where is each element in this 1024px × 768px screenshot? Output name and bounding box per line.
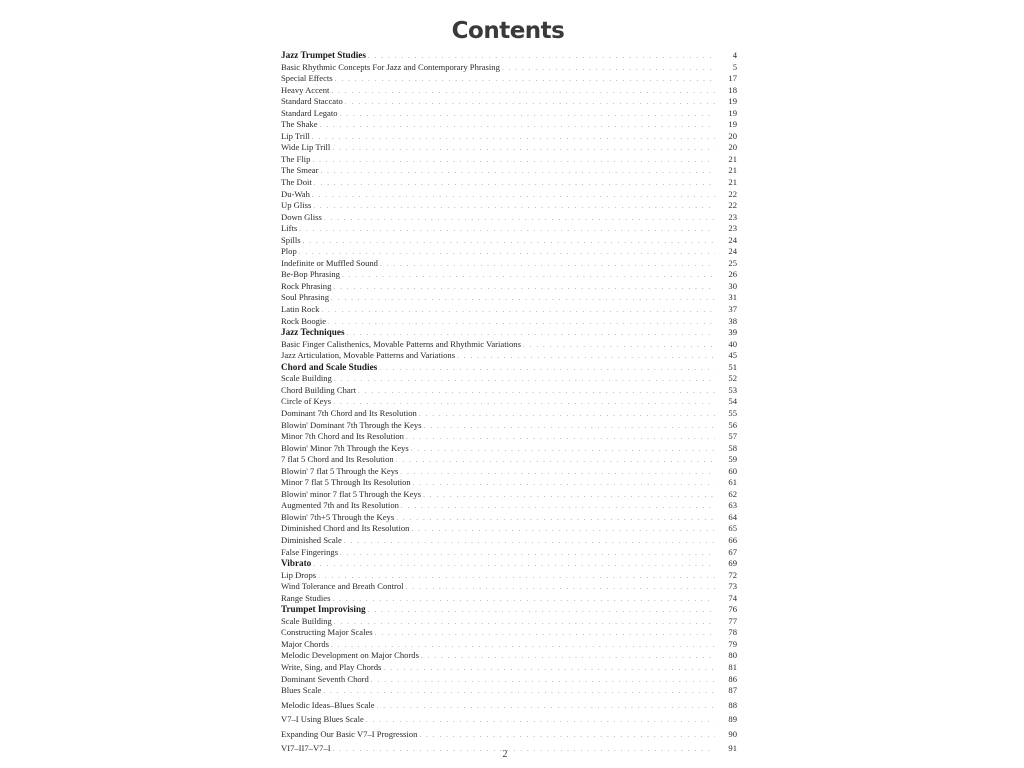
toc-entry-page: 26 <box>728 269 737 280</box>
toc-entry-page: 40 <box>728 338 737 349</box>
toc-entry-page: 62 <box>728 488 737 499</box>
toc-entry-label: Standard Staccato <box>281 96 343 107</box>
toc-section-heading <box>281 362 737 374</box>
toc-entry-label: Scale Building <box>281 615 332 626</box>
toc-entry-label: Up Gliss <box>281 200 312 211</box>
dot-leader <box>312 132 715 143</box>
toc-entry <box>281 523 737 535</box>
toc-entry-label: Heavy Accent <box>281 84 330 95</box>
toc-entry-page: 17 <box>728 73 737 84</box>
dot-leader <box>371 675 715 686</box>
toc-entry <box>281 729 737 741</box>
toc-entry-page: 21 <box>728 177 737 188</box>
toc-entry-page: 78 <box>728 627 737 638</box>
toc-entry-label: V7–I Using Blues Scale <box>281 714 364 725</box>
dot-leader <box>323 686 715 697</box>
toc-entry <box>281 674 737 686</box>
dot-leader <box>324 213 715 224</box>
toc-entry <box>281 512 737 524</box>
toc-entry <box>281 662 737 674</box>
dot-leader <box>318 571 715 582</box>
toc-entry <box>281 281 737 293</box>
toc-entry <box>281 177 737 189</box>
toc-entry-label: Standard Legato <box>281 107 338 118</box>
toc-entry-page: 79 <box>728 638 737 649</box>
toc-entry-page: 24 <box>728 246 737 257</box>
toc-entry-label: Jazz Articulation, Movable Patterns and Variations <box>281 350 456 361</box>
toc-entry-page: 55 <box>728 407 737 418</box>
toc-entry-label: Vibrato <box>281 558 312 569</box>
toc-entry-label: The Smear <box>281 165 319 176</box>
toc-entry-page: 77 <box>728 615 737 626</box>
toc-entry-page: 53 <box>728 384 737 395</box>
toc-entry-label: The Flip <box>281 153 311 164</box>
dot-leader <box>334 617 715 628</box>
toc-entry-label: Blowin' 7th+5 Through the Keys <box>281 511 395 522</box>
toc-entry <box>281 142 737 154</box>
toc-entry-label: Minor 7th Chord and Its Resolution <box>281 431 404 442</box>
toc-entry <box>281 593 737 605</box>
toc-entry <box>281 212 737 224</box>
toc-section-heading <box>281 327 737 339</box>
toc-entry-page: 5 <box>732 61 737 72</box>
toc-entry <box>281 547 737 559</box>
toc-entry <box>281 223 737 235</box>
toc-entry-page: 39 <box>728 327 737 338</box>
dot-leader <box>406 432 715 443</box>
toc-entry <box>281 62 737 74</box>
dot-leader <box>332 594 715 605</box>
toc-entry <box>281 96 737 108</box>
toc-entry-label: Latin Rock <box>281 304 320 315</box>
toc-entry <box>281 73 737 85</box>
toc-entry-page: 52 <box>728 373 737 384</box>
dot-leader <box>368 605 715 616</box>
dot-leader <box>299 247 715 258</box>
dot-leader <box>314 178 715 189</box>
toc-entry-page: 22 <box>728 200 737 211</box>
toc-entry-page: 88 <box>728 699 737 710</box>
dot-leader <box>377 701 715 712</box>
toc-entry-page: 90 <box>728 728 737 739</box>
toc-entry-page: 23 <box>728 223 737 234</box>
toc-entry <box>281 235 737 247</box>
toc-entry-page: 51 <box>728 361 737 372</box>
toc-entry-page: 73 <box>728 581 737 592</box>
toc-entry-label: Augmented 7th and Its Resolution <box>281 500 399 511</box>
dot-leader <box>340 548 715 559</box>
toc-entry-label: Lip Drops <box>281 569 317 580</box>
toc-entry-page: 66 <box>728 534 737 545</box>
dot-leader <box>334 374 715 385</box>
toc-entry-page: 19 <box>728 119 737 130</box>
toc-entry-label: Circle of Keys <box>281 396 332 407</box>
toc-entry-page: 4 <box>732 50 737 60</box>
dot-leader <box>332 143 715 154</box>
toc-entry-page: 21 <box>728 165 737 176</box>
toc-entry-label: Wide Lip Trill <box>281 142 331 153</box>
toc-entry <box>281 500 737 512</box>
toc-entry-label: 7 flat 5 Chord and Its Resolution <box>281 454 394 465</box>
toc-entry-page: 20 <box>728 142 737 153</box>
toc-entry <box>281 154 737 166</box>
toc-entry <box>281 443 737 455</box>
toc-entry-label: Blowin' Minor 7th Through the Keys <box>281 442 409 453</box>
toc-entry-page: 81 <box>728 661 737 672</box>
toc-entry-page: 30 <box>728 280 737 291</box>
toc-entry <box>281 292 737 304</box>
dot-leader <box>380 259 715 270</box>
toc-entry-label: Diminished Scale <box>281 534 342 545</box>
toc-entry-page: 80 <box>728 650 737 661</box>
toc-entry-label: Blowin' minor 7 flat 5 Through the Keys <box>281 488 422 499</box>
table-of-contents <box>281 50 737 755</box>
toc-entry-page: 72 <box>728 569 737 580</box>
toc-entry-label: Special Effects <box>281 73 333 84</box>
toc-entry-page: 23 <box>728 211 737 222</box>
toc-entry-page: 60 <box>728 465 737 476</box>
toc-entry-label: The Doit <box>281 177 312 188</box>
toc-section-heading <box>281 50 737 62</box>
toc-entry <box>281 385 737 397</box>
dot-leader <box>523 340 715 351</box>
toc-entry-page: 24 <box>728 234 737 245</box>
toc-entry-page: 45 <box>728 350 737 361</box>
toc-entry-label: Lip Trill <box>281 130 310 141</box>
page-number: 2 <box>502 749 508 760</box>
dot-leader <box>396 513 715 524</box>
toc-entry <box>281 269 737 281</box>
toc-entry-label: Indefinite or Muffled Sound <box>281 257 378 268</box>
toc-entry-label: Chord Building Chart <box>281 384 356 395</box>
dot-leader <box>366 715 715 726</box>
toc-entry-page: 54 <box>728 396 737 407</box>
toc-entry <box>281 581 737 593</box>
dot-leader <box>331 293 715 304</box>
toc-entry-page: 22 <box>728 188 737 199</box>
dot-leader <box>312 190 715 201</box>
dot-leader <box>303 236 715 247</box>
toc-entry-page: 86 <box>728 673 737 684</box>
toc-entry-label: Dominant 7th Chord and Its Resolution <box>281 407 417 418</box>
dot-leader <box>379 363 715 374</box>
dot-leader <box>419 730 715 741</box>
page-title: Contents <box>451 18 565 44</box>
dot-leader <box>340 109 715 120</box>
toc-entry-label: Dominant Seventh Chord <box>281 673 369 684</box>
toc-entry <box>281 420 737 432</box>
dot-leader <box>345 97 715 108</box>
toc-entry <box>281 616 737 628</box>
toc-entry <box>281 131 737 143</box>
toc-entry-page: 74 <box>728 592 737 603</box>
toc-entry <box>281 339 737 351</box>
toc-entry-label: Blues Scale <box>281 685 322 696</box>
dot-leader <box>401 501 715 512</box>
dot-leader <box>335 74 715 85</box>
dot-leader <box>342 270 715 281</box>
toc-entry-page: 57 <box>728 431 737 442</box>
toc-entry-label: Rock Phrasing <box>281 280 332 291</box>
toc-entry <box>281 304 737 316</box>
toc-entry <box>281 85 737 97</box>
dot-leader <box>320 120 715 131</box>
toc-entry-label: Melodic Ideas–Blues Scale <box>281 699 375 710</box>
toc-entry-label: Blowin' Dominant 7th Through the Keys <box>281 419 422 430</box>
dot-leader <box>411 524 715 535</box>
dot-leader <box>413 478 715 489</box>
dot-leader <box>419 409 715 420</box>
toc-entry-label: Rock Boogie <box>281 315 327 326</box>
toc-entry <box>281 570 737 582</box>
toc-section-heading <box>281 604 737 616</box>
toc-entry-page: 76 <box>728 604 737 615</box>
dot-leader <box>424 421 715 432</box>
toc-entry <box>281 489 737 501</box>
toc-entry <box>281 454 737 466</box>
dot-leader <box>400 467 715 478</box>
toc-entry-label: VI7–II7–V7–I <box>281 743 331 754</box>
toc-entry-label: False Fingerings <box>281 546 339 557</box>
dot-leader <box>328 317 715 328</box>
dot-leader <box>423 490 715 501</box>
dot-leader <box>312 155 715 166</box>
toc-entry <box>281 650 737 662</box>
toc-section-heading <box>281 558 737 570</box>
toc-entry-page: 65 <box>728 523 737 534</box>
toc-entry <box>281 431 737 443</box>
toc-entry-page: 56 <box>728 419 737 430</box>
toc-entry-page: 87 <box>728 685 737 696</box>
toc-entry <box>281 477 737 489</box>
toc-entry-page: 38 <box>728 315 737 326</box>
toc-entry <box>281 396 737 408</box>
toc-entry-label: Scale Building <box>281 373 332 384</box>
toc-entry <box>281 700 737 712</box>
toc-entry <box>281 246 737 258</box>
dot-leader <box>406 582 715 593</box>
toc-entry-label: Lifts <box>281 223 298 234</box>
dot-leader <box>383 663 715 674</box>
dot-leader <box>320 166 715 177</box>
toc-entry-page: 67 <box>728 546 737 557</box>
toc-entry-page: 64 <box>728 511 737 522</box>
toc-entry-label: Blowin' 7 flat 5 Through the Keys <box>281 465 399 476</box>
toc-entry <box>281 108 737 120</box>
toc-entry-page: 21 <box>728 153 737 164</box>
dot-leader <box>375 628 715 639</box>
toc-entry-page: 69 <box>728 558 737 569</box>
dot-leader <box>331 640 715 651</box>
toc-entry-page: 19 <box>728 107 737 118</box>
toc-entry-page: 91 <box>728 743 737 754</box>
toc-entry-label: Wind Tolerance and Breath Control <box>281 581 404 592</box>
dot-leader <box>502 63 715 74</box>
toc-entry-page: 20 <box>728 130 737 141</box>
toc-entry-label: Chord and Scale Studies <box>281 361 378 372</box>
dot-leader <box>358 386 715 397</box>
toc-entry <box>281 466 737 478</box>
toc-entry-page: 89 <box>728 714 737 725</box>
toc-entry-label: Du-Wah <box>281 188 310 199</box>
toc-entry-page: 18 <box>728 84 737 95</box>
toc-entry-page: 61 <box>728 477 737 488</box>
toc-entry-page: 31 <box>728 292 737 303</box>
dot-leader <box>313 201 715 212</box>
dot-leader <box>333 282 715 293</box>
toc-entry-label: Down Gliss <box>281 211 322 222</box>
dot-leader <box>396 455 715 466</box>
toc-entry <box>281 165 737 177</box>
toc-entry-label: Constructing Major Scales <box>281 627 373 638</box>
toc-entry <box>281 316 737 328</box>
toc-entry-label: Jazz Techniques <box>281 327 345 338</box>
toc-entry-page: 19 <box>728 96 737 107</box>
toc-entry <box>281 119 737 131</box>
toc-entry <box>281 258 737 270</box>
toc-entry <box>281 685 737 697</box>
dot-leader <box>344 536 715 547</box>
toc-entry <box>281 639 737 651</box>
toc-entry <box>281 350 737 362</box>
dot-leader <box>347 328 715 339</box>
toc-entry-page: 59 <box>728 454 737 465</box>
toc-entry <box>281 200 737 212</box>
toc-entry-label: Melodic Development on Major Chords <box>281 650 419 661</box>
toc-entry <box>281 627 737 639</box>
toc-entry <box>281 373 737 385</box>
dot-leader <box>331 86 715 97</box>
toc-entry-label: Write, Sing, and Play Chords <box>281 661 382 672</box>
toc-entry-label: The Shake <box>281 119 318 130</box>
toc-entry-label: Expanding Our Basic V7–I Progression <box>281 728 418 739</box>
toc-entry-label: Major Chords <box>281 638 329 649</box>
toc-entry <box>281 535 737 547</box>
toc-entry-label: Jazz Trumpet Studies <box>281 50 366 60</box>
dot-leader <box>411 444 715 455</box>
dot-leader <box>321 305 715 316</box>
toc-entry-label: Spills <box>281 234 301 245</box>
toc-entry-label: Soul Phrasing <box>281 292 329 303</box>
toc-entry <box>281 189 737 201</box>
toc-entry-page: 25 <box>728 257 737 268</box>
dot-leader <box>313 559 715 570</box>
dot-leader <box>333 397 715 408</box>
toc-entry-label: Range Studies <box>281 592 331 603</box>
toc-entry-label: Minor 7 flat 5 Through Its Resolution <box>281 477 411 488</box>
toc-entry-label: Trumpet Improvising <box>281 604 366 615</box>
toc-entry-label: Basic Finger Calisthenics, Movable Patterns and Rhythmic Variations <box>281 338 521 349</box>
dot-leader <box>457 351 715 362</box>
toc-entry-label: Plop <box>281 246 297 257</box>
toc-entry-page: 58 <box>728 442 737 453</box>
dot-leader <box>421 651 715 662</box>
toc-entry <box>281 714 737 726</box>
toc-entry-label: Basic Rhythmic Concepts For Jazz and Contemporary Phrasing <box>281 61 500 72</box>
toc-entry-label: Be-Bop Phrasing <box>281 269 340 280</box>
dot-leader <box>299 224 715 235</box>
toc-entry-label: Diminished Chord and Its Resolution <box>281 523 410 534</box>
toc-entry-page: 63 <box>728 500 737 511</box>
toc-entry-page: 37 <box>728 304 737 315</box>
dot-leader <box>368 51 715 62</box>
toc-entry <box>281 408 737 420</box>
